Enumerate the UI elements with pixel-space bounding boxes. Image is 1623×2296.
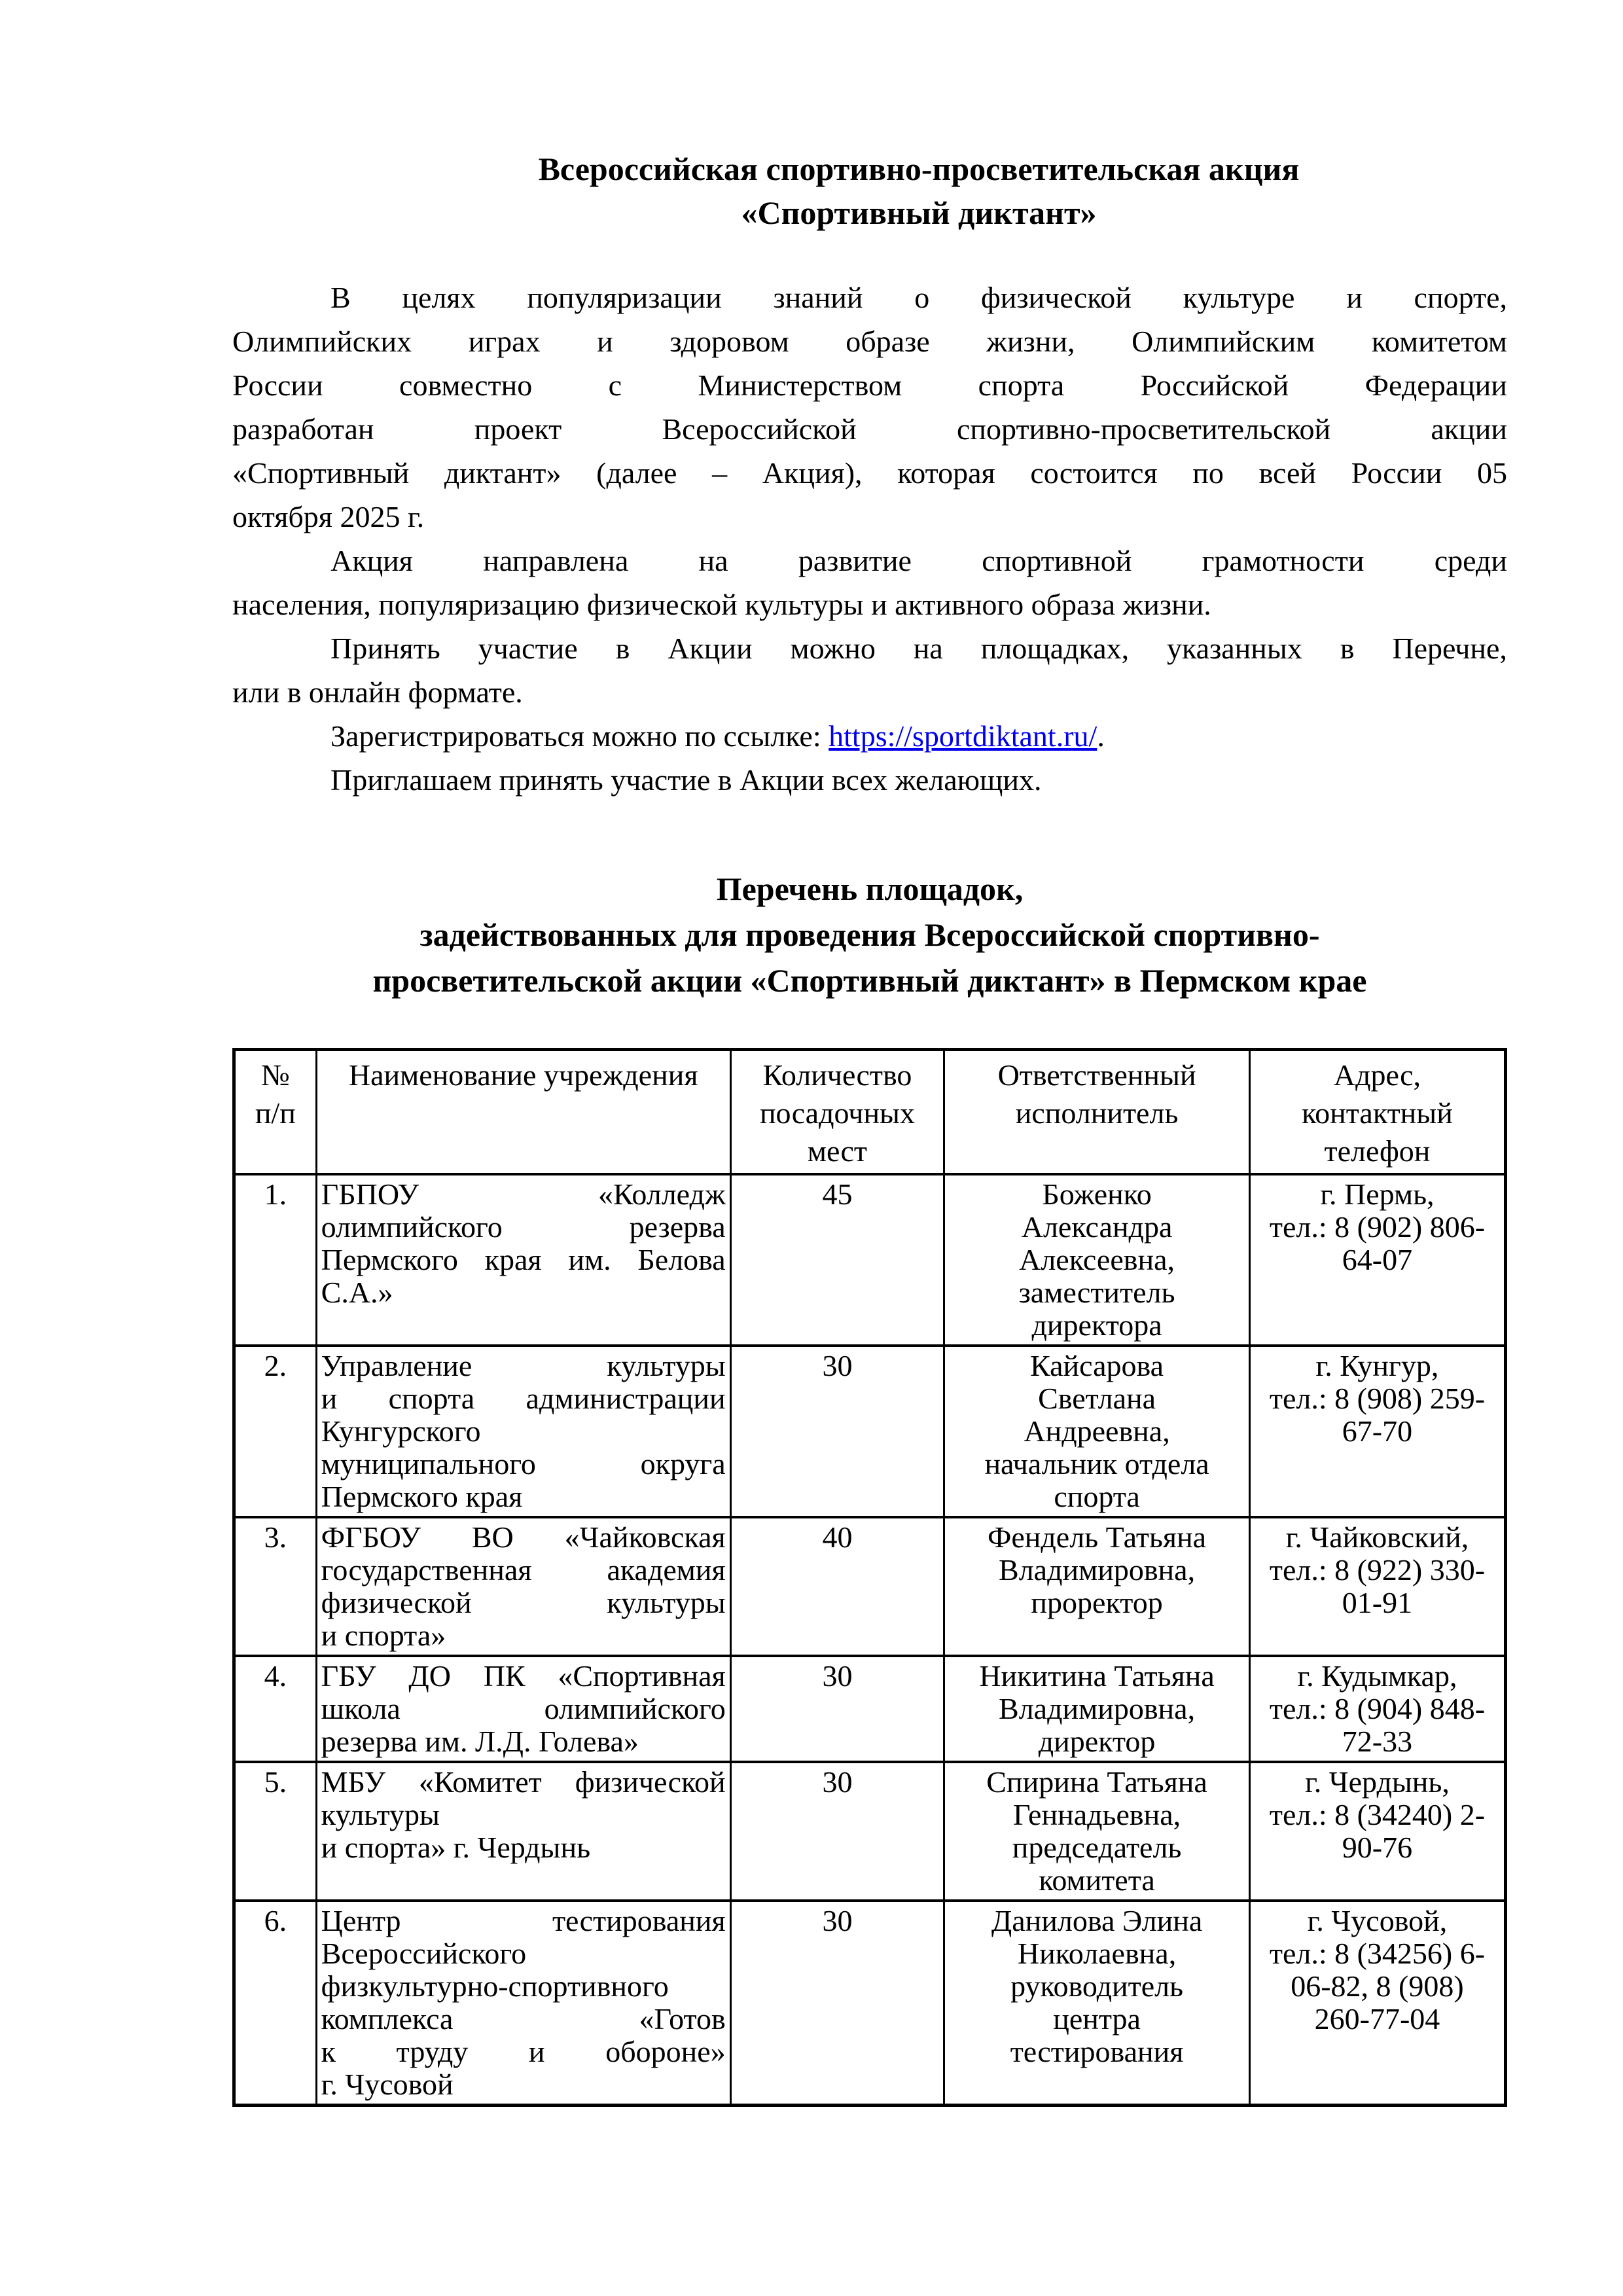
document-title	[232, 147, 1507, 235]
seats-cell: 40	[730, 1517, 944, 1656]
text-line: Приглашаем принять участие в Акции всех желающих.	[330, 763, 1042, 797]
text-line: исполнитель	[1015, 1096, 1179, 1130]
text-line: контактный	[1302, 1096, 1453, 1130]
text-line: 90-76	[1342, 1831, 1413, 1864]
institution-cell	[316, 1656, 730, 1762]
institution-cell	[316, 1901, 730, 2106]
text-line: Кунгурского	[321, 1414, 481, 1448]
text-line: №	[260, 1058, 290, 1092]
header-responsible	[944, 1050, 1250, 1175]
text-line: спорта	[1054, 1480, 1140, 1513]
text-line: Управление культуры	[321, 1349, 726, 1382]
text-line: 67-70	[1342, 1414, 1413, 1448]
section-heading-line-1: Перечень площадок,	[716, 870, 1024, 907]
text-line: п/п	[255, 1096, 296, 1130]
address-cell	[1249, 1174, 1505, 1346]
section-heading-line-2: задействованных для проведения Всероссийской спортивно-	[419, 916, 1320, 953]
text-segment: .	[1097, 719, 1105, 753]
text-line: и спорта администрации	[321, 1382, 726, 1415]
paragraph-goals	[232, 276, 1507, 539]
text-line: и спорта»	[321, 1619, 446, 1652]
paragraph-participate	[232, 626, 1507, 714]
title-line-2: «Спортивный диктант»	[741, 194, 1097, 231]
row-number: 1.	[234, 1174, 317, 1346]
row-number: 2.	[234, 1346, 317, 1517]
address-cell	[1249, 1656, 1505, 1762]
text-line: Всероссийского	[321, 1937, 527, 1970]
text-line: Александра	[1021, 1210, 1173, 1244]
text-line: октября 2025 г.	[232, 500, 425, 533]
paragraph-invitation	[232, 758, 1507, 802]
text-line: Никитина Татьяна	[979, 1659, 1215, 1693]
text-line: председатель	[1012, 1831, 1182, 1864]
text-line: Владимировна,	[999, 1553, 1196, 1587]
text-line: проректор	[1031, 1586, 1163, 1619]
text-line: 260-77-04	[1314, 2002, 1440, 2036]
text-line: физкультурно-спортивного	[321, 1969, 669, 2003]
text-line: Данилова Элина	[991, 1904, 1203, 1937]
text-line: тел.: 8 (34256) 6-	[1269, 1937, 1486, 1970]
header-seats	[730, 1050, 944, 1175]
text-line: директора	[1031, 1308, 1162, 1342]
text-line: Геннадьевна,	[1012, 1798, 1181, 1831]
table-row	[234, 1346, 1506, 1517]
text-line: С.А.»	[321, 1276, 393, 1309]
text-line: муниципального округа	[321, 1447, 726, 1480]
text-line: г. Кунгур,	[1315, 1349, 1439, 1382]
text-line: Пермского края им. Белова	[321, 1243, 726, 1276]
text-line: Светлана	[1038, 1382, 1156, 1415]
paragraph-aim	[232, 539, 1507, 626]
text-line: резерва им. Л.Д. Голева»	[321, 1725, 639, 1758]
table-row	[234, 1762, 1506, 1901]
responsible-cell	[944, 1901, 1250, 2106]
responsible-cell	[944, 1762, 1250, 1901]
text-line: Алексеевна,	[1019, 1243, 1175, 1276]
text-line: телефон	[1324, 1134, 1431, 1168]
text-line: Кайсарова	[1030, 1349, 1164, 1382]
responsible-cell	[944, 1346, 1250, 1517]
table-header	[234, 1050, 1506, 1175]
text-line: МБУ «Комитет физической	[321, 1765, 726, 1799]
responsible-cell	[944, 1656, 1250, 1762]
text-line: Олимпийских играх и здоровом образе жизни, Олимпийским комитетом	[232, 325, 1507, 358]
text-line: Владимировна,	[999, 1692, 1196, 1725]
text-line: заместитель	[1018, 1276, 1175, 1309]
text-line: руководитель	[1010, 1969, 1184, 2003]
text-line: Количество	[762, 1058, 912, 1092]
section-heading-line-3: просветительской акции «Спортивный диктант» в Пермском крае	[372, 962, 1367, 999]
responsible-cell	[944, 1517, 1250, 1656]
row-number: 5.	[234, 1762, 317, 1901]
venues-table	[232, 1048, 1507, 2107]
text-line: физической культуры	[321, 1586, 726, 1619]
text-line: Наименование учреждения	[348, 1058, 698, 1092]
text-line: населения, популяризацию физической культуры и активного образа жизни.	[232, 588, 1211, 621]
text-line: 72-33	[1342, 1725, 1413, 1758]
text-line: Спирина Татьяна	[986, 1765, 1207, 1799]
text-line: олимпийского резерва	[321, 1210, 726, 1244]
header-institution	[316, 1050, 730, 1175]
seats-cell: 45	[730, 1174, 944, 1346]
text-line: посадочных	[759, 1096, 915, 1130]
text-line: г. Чусовой,	[1307, 1904, 1448, 1937]
text-line: тестирования	[1010, 2035, 1184, 2068]
table-row	[234, 1901, 1506, 2106]
text-line: Боженко	[1042, 1177, 1152, 1211]
text-segment: Зарегистрироваться можно по ссылке:	[330, 719, 829, 753]
text-line: тел.: 8 (922) 330-	[1269, 1553, 1486, 1587]
text-line: «Спортивный диктант» (далее – Акция), которая состоится по всей России 05	[232, 456, 1507, 490]
text-line: В целях популяризации знаний о физической культуре и спорте,	[330, 281, 1507, 314]
text-line: мест	[807, 1134, 868, 1168]
text-line: ГБУ ДО ПК «Спортивная	[321, 1659, 726, 1693]
intro-text	[232, 276, 1507, 802]
text-line: 64-07	[1342, 1243, 1413, 1276]
text-line: ГБПОУ «Колледж	[321, 1177, 726, 1211]
seats-cell: 30	[730, 1762, 944, 1901]
text-line: г. Чайковский,	[1285, 1520, 1469, 1554]
text-line: комплекса «Готов	[321, 2002, 726, 2036]
header-address	[1249, 1050, 1505, 1175]
text-line: Пермского края	[321, 1480, 523, 1513]
institution-cell	[316, 1346, 730, 1517]
text-line: начальник отдела	[984, 1447, 1209, 1480]
paragraph-register	[232, 714, 1507, 758]
text-line: государственная академия	[321, 1553, 726, 1587]
seats-cell: 30	[730, 1346, 944, 1517]
text-line: России совместно с Министерством спорта Российской Федерации	[232, 368, 1507, 402]
registration-link[interactable]: https://sportdiktant.ru/	[829, 719, 1097, 753]
text-line: тел.: 8 (904) 848-	[1269, 1692, 1486, 1725]
text-line: тел.: 8 (34240) 2-	[1269, 1798, 1486, 1831]
text-line: 06-82, 8 (908)	[1291, 1969, 1464, 2003]
text-line: директор	[1038, 1725, 1156, 1758]
seats-cell: 30	[730, 1901, 944, 2106]
seats-cell: 30	[730, 1656, 944, 1762]
responsible-cell	[944, 1174, 1250, 1346]
row-number: 6.	[234, 1901, 317, 2106]
address-cell	[1249, 1346, 1505, 1517]
text-line: г. Чердынь,	[1305, 1765, 1450, 1799]
row-number: 4.	[234, 1656, 317, 1762]
text-line: Николаевна,	[1017, 1937, 1177, 1970]
text-line: Адрес,	[1333, 1058, 1421, 1092]
text-line: комитета	[1039, 1863, 1155, 1897]
table-header-row	[234, 1050, 1506, 1175]
text-line: Акция направлена на развитие спортивной грамотности среди	[330, 544, 1507, 577]
title-line-1: Всероссийская спортивно-просветительская акция	[538, 151, 1300, 187]
text-line: школа олимпийского	[321, 1692, 726, 1725]
text-line: тел.: 8 (908) 259-	[1269, 1382, 1486, 1415]
table-row	[234, 1517, 1506, 1656]
address-cell	[1249, 1901, 1505, 2106]
text-line: г. Кудымкар,	[1297, 1659, 1457, 1693]
text-line: Ответственный	[997, 1058, 1196, 1092]
text-line: Фендель Татьяна	[988, 1520, 1207, 1554]
address-cell	[1249, 1517, 1505, 1656]
text-line: культуры	[321, 1798, 440, 1831]
institution-cell	[316, 1762, 730, 1901]
text-line: г. Пермь,	[1320, 1177, 1435, 1211]
institution-cell	[316, 1517, 730, 1656]
section-heading	[232, 866, 1507, 1003]
text-line: г. Чусовой	[321, 2068, 454, 2101]
institution-cell	[316, 1174, 730, 1346]
address-cell	[1249, 1762, 1505, 1901]
text-line: или в онлайн формате.	[232, 675, 523, 709]
header-number	[234, 1050, 317, 1175]
text-line: тел.: 8 (902) 806-	[1269, 1210, 1486, 1244]
text-line: Принять участие в Акции можно на площадках, указанных в Перечне,	[330, 632, 1507, 665]
text-line: Андреевна,	[1024, 1414, 1170, 1448]
table-body	[234, 1174, 1506, 2106]
text-line: центра	[1053, 2002, 1141, 2036]
table-row	[234, 1174, 1506, 1346]
table-row	[234, 1656, 1506, 1762]
text-line: к труду и обороне»	[321, 2035, 726, 2068]
text-line	[232, 714, 1507, 758]
text-line: Центр тестирования	[321, 1904, 726, 1937]
text-line: 01-91	[1342, 1586, 1413, 1619]
text-line: разработан проект Всероссийской спортивно-просветительской акции	[232, 412, 1507, 446]
text-line: и спорта» г. Чердынь	[321, 1831, 591, 1864]
text-line: ФГБОУ ВО «Чайковская	[321, 1520, 726, 1554]
row-number: 3.	[234, 1517, 317, 1656]
